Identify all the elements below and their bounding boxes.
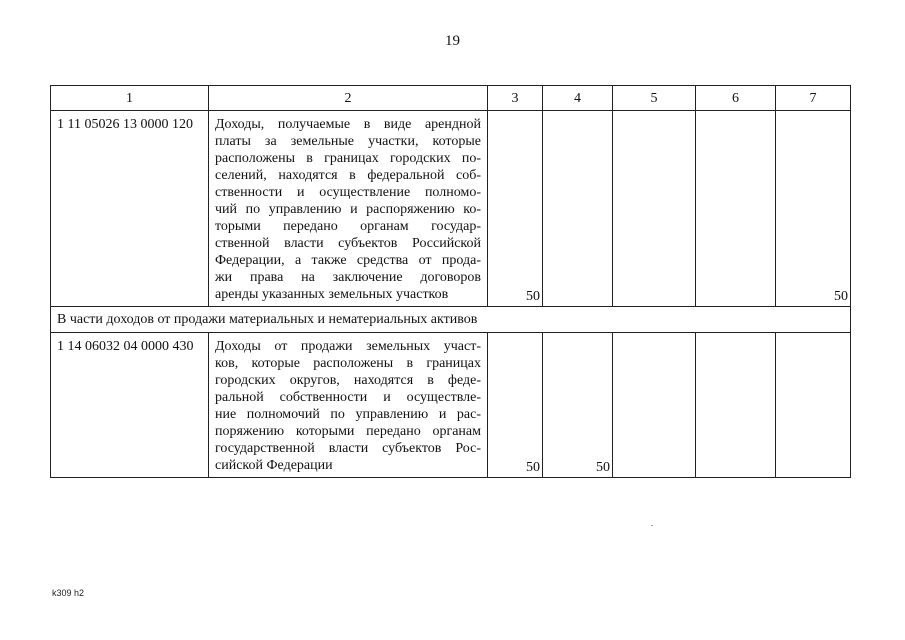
description-line: ние полномочий по управлению и рас-	[215, 407, 481, 422]
row-col-4-value: 50	[543, 333, 613, 478]
page-number: 19	[445, 33, 460, 49]
row-col-7-value	[776, 333, 851, 478]
header-col-1: 1	[51, 86, 209, 111]
row-col-3-value: 50	[488, 333, 543, 478]
description-line: ральной собственности и осуществле-	[215, 390, 481, 405]
table-row	[51, 333, 851, 478]
table-row	[51, 111, 851, 307]
description-line: ственности и осуществление полномо-	[215, 185, 481, 200]
budget-table	[50, 85, 851, 478]
description-line: ственной власти субъектов Российской	[215, 236, 481, 251]
description-line: ков, которые расположены в границах	[215, 356, 481, 371]
section-row	[51, 307, 851, 333]
description-line: Федерации, а также средства от прода-	[215, 253, 481, 268]
row-description	[209, 333, 488, 478]
row-col-4-value	[543, 111, 613, 307]
row-description	[209, 111, 488, 307]
description-line: аренды указанных земельных участков	[215, 287, 449, 302]
description-line: платы за земельные участки, которые	[215, 134, 481, 149]
description-line: сийской Федерации	[215, 458, 333, 473]
row-col-6-value	[696, 333, 776, 478]
header-col-6: 6	[696, 86, 776, 111]
section-title: В части доходов от продажи материальных и нематериальных активов	[51, 307, 851, 333]
row-code: 1 14 06032 04 0000 430	[51, 333, 209, 478]
description-line: расположены в границах городских по-	[215, 151, 481, 166]
header-col-4: 4	[543, 86, 613, 111]
description-line: городских округов, находятся в феде-	[215, 373, 481, 388]
header-col-7: 7	[776, 86, 851, 111]
header-col-5: 5	[613, 86, 696, 111]
description-line: поряжению которыми передано органам	[215, 424, 481, 439]
description-line: жи права на заключение договоров	[215, 270, 481, 285]
row-code: 1 11 05026 13 0000 120	[51, 111, 209, 307]
header-col-3: 3	[488, 86, 543, 111]
scan-speck	[651, 525, 653, 526]
row-col-6-value	[696, 111, 776, 307]
footer-document-code: k309 h2	[52, 588, 85, 598]
description-line: Доходы, получаемые в виде арендной	[215, 117, 481, 132]
description-line: торыми передано органам государ-	[215, 219, 481, 234]
description-line: селений, находятся в федеральной соб-	[215, 168, 481, 183]
row-col-7-value: 50	[776, 111, 851, 307]
header-row	[51, 86, 851, 111]
row-col-5-value	[613, 333, 696, 478]
row-col-3-value: 50	[488, 111, 543, 307]
description-line: чий по управлению и распоряжению ко-	[215, 202, 481, 217]
description-line: государственной власти субъектов Рос-	[215, 441, 481, 456]
description-line: Доходы от продажи земельных участ-	[215, 339, 481, 354]
row-col-5-value	[613, 111, 696, 307]
header-col-2: 2	[209, 86, 488, 111]
